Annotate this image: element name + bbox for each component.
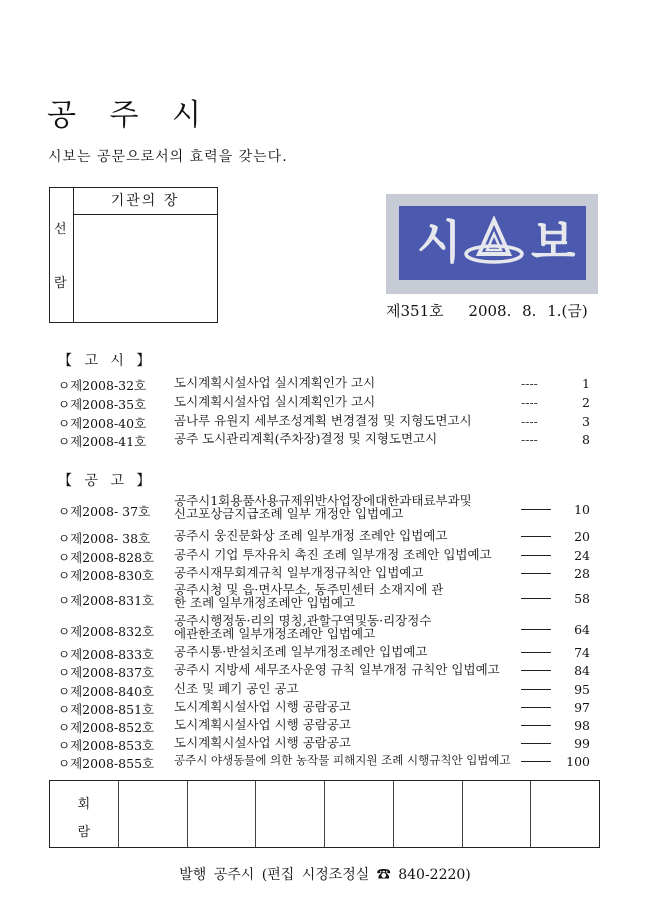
review-signature-cell[interactable] xyxy=(463,781,532,847)
issue-date: 2008. 8. 1.(금) xyxy=(468,302,588,320)
notice-title: 도시계획시설사업 실시계획인가 고시 xyxy=(174,375,376,390)
issue-line xyxy=(386,300,588,321)
logo-char-right: 보 xyxy=(531,215,576,269)
page-number: 20 xyxy=(574,529,590,544)
notice-number: ㅇ제2008-41호 xyxy=(58,434,147,449)
notices-heading: 【 고 시 】 xyxy=(58,353,155,369)
announcement-title-line2: 한 조례 일부개정조례안 입법예고 xyxy=(174,595,355,610)
circulation-box xyxy=(49,187,218,323)
notice-number: ㅇ제2008-35호 xyxy=(58,397,147,412)
leader-line xyxy=(521,743,551,744)
page-number: 97 xyxy=(574,700,590,715)
notice-title: 공주 도시관리계획(주차장)결정 및 지형도면고시 xyxy=(174,431,438,446)
announcement-number: ㅇ제2008-840호 xyxy=(58,684,155,699)
announcement-number: ㅇ제2008-853호 xyxy=(58,738,155,753)
announcement-title-line1: 공주시 기업 투자유치 촉진 조례 일부개정 조례안 입법예고 xyxy=(174,547,492,562)
page-number: 24 xyxy=(574,548,590,563)
circulation-side xyxy=(50,188,74,322)
leader-line xyxy=(521,689,551,690)
side-label-top: 선 xyxy=(54,222,67,237)
leader-line xyxy=(521,555,551,556)
announcement-title-line2: 신고포상금지급조례 일부 개정안 입법예고 xyxy=(174,506,404,521)
review-table xyxy=(49,780,600,848)
review-label-cell xyxy=(50,781,119,847)
announcement-title-line1: 공주시 야생동물에 의한 농작물 피해지원 조례 시행규칙안 입법예고 xyxy=(174,753,511,767)
announcement-number: ㅇ제2008-837호 xyxy=(58,665,155,680)
page-number: 58 xyxy=(574,591,590,606)
leader-dash: ---- xyxy=(521,414,538,429)
notice-number: ㅇ제2008-40호 xyxy=(58,416,147,431)
announcement-title-line1: 신조 및 폐기 공인 공고 xyxy=(174,681,299,696)
page-number: 64 xyxy=(574,622,590,637)
leader-dash: ---- xyxy=(521,395,538,410)
announcement-number: ㅇ제2008- 38호 xyxy=(58,531,151,546)
announcement-number: ㅇ제2008- 37호 xyxy=(58,504,151,519)
page-number: 74 xyxy=(574,645,590,660)
page-number: 98 xyxy=(574,718,590,733)
announcement-number: ㅇ제2008-828호 xyxy=(58,550,155,565)
announcement-title-line1: 도시계획시설사업 시행 공람공고 xyxy=(174,699,351,714)
announcement-title-line1: 도시계획시설사업 시행 공람공고 xyxy=(174,717,351,732)
leader-line xyxy=(521,509,551,510)
page-number: 95 xyxy=(574,682,590,697)
leader-line xyxy=(521,725,551,726)
announcement-number: ㅇ제2008-830호 xyxy=(58,568,155,583)
leader-line xyxy=(521,761,551,762)
announcement-row[interactable] xyxy=(58,614,598,644)
page-number: 28 xyxy=(574,566,590,581)
document-subtitle: 시보는 공문으로서의 효력을 갖는다. xyxy=(48,149,288,165)
review-signature-cell[interactable] xyxy=(119,781,188,847)
review-signature-cell[interactable] xyxy=(394,781,463,847)
notice-title: 도시계획시설사업 실시계획인가 고시 xyxy=(174,394,376,409)
announcement-title-line1: 공주시1회용품사용규제위반사업장에대한과태료부과및 xyxy=(174,493,472,508)
announcement-row[interactable] xyxy=(58,583,598,613)
announcement-number: ㅇ제2008-851호 xyxy=(58,702,155,717)
announcement-number: ㅇ제2008-832호 xyxy=(58,624,155,639)
leader-line xyxy=(521,629,551,630)
page-number: 1 xyxy=(582,376,590,391)
announcement-number: ㅇ제2008-831호 xyxy=(58,593,155,608)
leader-line xyxy=(521,573,551,574)
review-signature-cell[interactable] xyxy=(531,781,599,847)
announcement-number: ㅇ제2008-855호 xyxy=(58,756,155,771)
leader-dash: ---- xyxy=(521,376,538,391)
review-label-top: 회 xyxy=(77,797,91,812)
logo-panel xyxy=(399,206,586,280)
announcements-heading: 【 공 고 】 xyxy=(58,473,155,489)
announcement-number: ㅇ제2008-833호 xyxy=(58,647,155,662)
announcement-row[interactable] xyxy=(58,494,598,524)
document-title: 공 주 시 xyxy=(47,98,214,133)
page-number: 3 xyxy=(582,414,590,429)
review-signature-cell[interactable] xyxy=(325,781,394,847)
announcement-title-line2: 에관한조례 일부개정조례안 입법예고 xyxy=(174,626,376,641)
announcement-title-line1: 공주시재무회계규칙 일부개정규칙안 입법예고 xyxy=(174,565,424,580)
notice-title: 곰나루 유원지 세부조성계획 변경결정 및 지형도면고시 xyxy=(174,413,472,428)
page-number: 99 xyxy=(574,736,590,751)
side-label-bottom: 람 xyxy=(54,276,67,291)
page-number: 84 xyxy=(574,663,590,678)
leader-line xyxy=(521,670,551,671)
page-number: 100 xyxy=(566,754,590,769)
announcement-title-line1: 공주시통·반설치조례 일부개정조례안 입법예고 xyxy=(174,644,428,659)
leader-line xyxy=(521,652,551,653)
leader-line xyxy=(521,707,551,708)
page-number: 8 xyxy=(582,432,590,447)
announcement-title-line1: 도시계획시설사업 시행 공람공고 xyxy=(174,735,351,750)
announcement-title-line1: 공주시 웅진문화상 조례 일부개정 조례안 입법예고 xyxy=(174,528,448,543)
announcement-title-line1: 공주시행정동·리의 명칭,관할구역및동·리장정수 xyxy=(174,613,432,628)
announcement-title-line1: 공주시청 및 읍·면사무소, 동주민센터 소재지에 관 xyxy=(174,582,444,597)
review-label-bottom: 람 xyxy=(77,825,91,840)
leader-line xyxy=(521,598,551,599)
logo-char-left: 시 xyxy=(417,215,462,269)
publisher-footer: 발행 공주시 (편집 시정조정실 ☎ 840-2220) xyxy=(179,867,471,883)
leader-dash: ---- xyxy=(521,432,538,447)
agency-head-label: 기관의 장 xyxy=(73,188,217,215)
announcement-title-line1: 공주시 지방세 세무조사운영 규칙 일부개정 규칙안 입법예고 xyxy=(174,662,500,677)
review-signature-cell[interactable] xyxy=(256,781,325,847)
mountain-water-emblem-icon xyxy=(461,216,527,270)
issue-number: 제351호 xyxy=(386,302,444,320)
leader-line xyxy=(521,536,551,537)
sibo-logo xyxy=(386,194,598,294)
review-signature-cell[interactable] xyxy=(188,781,257,847)
page-number: 10 xyxy=(574,502,590,517)
page-number: 2 xyxy=(582,395,590,410)
announcement-number: ㅇ제2008-852호 xyxy=(58,720,155,735)
notice-number: ㅇ제2008-32호 xyxy=(58,378,147,393)
